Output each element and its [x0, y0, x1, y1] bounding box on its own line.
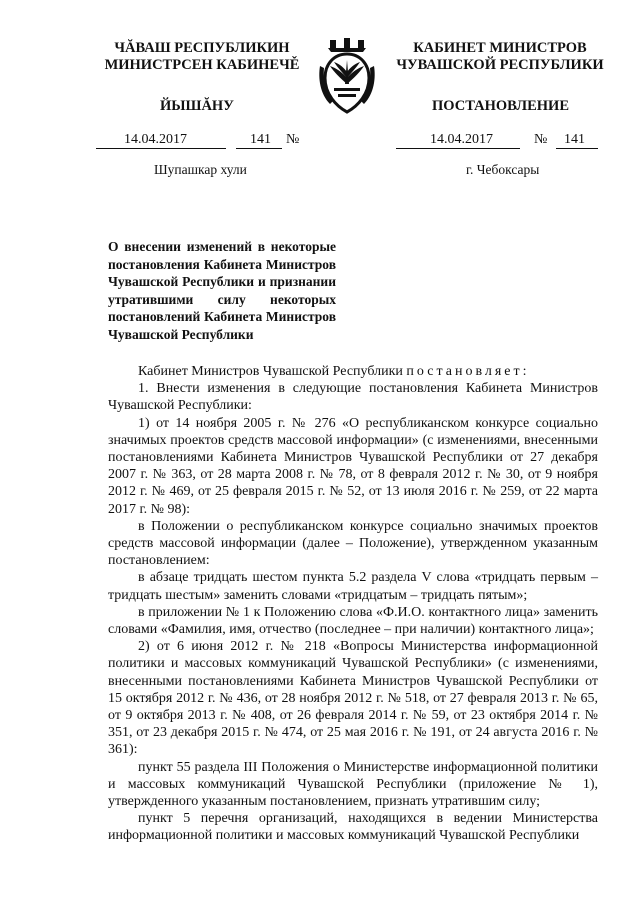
right-org-name [385, 40, 615, 74]
left-date: 14.04.2017 [124, 132, 187, 147]
right-org-line2: ЧУВАШСКОЙ РЕСПУБЛИКИ [396, 57, 604, 73]
document-subject: О внесении изменений в некоторые постановления Кабинета Министров Чувашской Республики и признании утратившими силу некоторых постановлений Кабинета Министров Чувашской Республики [108, 239, 336, 342]
body-paragraph: 2) от 6 июня 2012 г. № 218 «Вопросы Министерства информационной политики и массовых коммуникаций Чувашской Республики» (с изменениями, внесенными постановлениями Кабинета Министров Чувашской Республики от 15 октября 2012 г. № 436, от 28 ноября 2012 г. № 518, от 27 февраля 2013 г. № 65, от 9 октября 2013 г. № 408, от 26 февраля 2014 г. № 59, от 23 октября 2014 г. № 351, от 23 декабря 2015 г. № 474, от 25 мая 2016 г. № 191, от 24 августа 2016 г. № 361): [108, 639, 598, 758]
body-paragraph: 1) от 14 ноября 2005 г. № 276 «О республиканском конкурсе социально значимых проектов средств массовой информации» (с изменениями, внесенными постановлениями Кабинета Министров Чувашской Республики от 27 декабря 2007 г. № 363, от 28 марта 2008 г. № 78, от 8 февраля 2012 г. № 30, от 9 ноября 2012 г. № 469, от 25 февраля 2015 г. № 52, от 13 июля 2016 г. № 259, от 22 марта 2017 г. № 98): [108, 415, 598, 517]
left-number-underline [236, 148, 282, 149]
left-date-underline [96, 148, 226, 149]
left-no-sign: № [286, 132, 300, 147]
right-date-underline [396, 148, 520, 149]
right-number: 141 [564, 132, 585, 147]
right-no-sign: № [534, 132, 548, 147]
body-paragraph: пункт 55 раздела III Положения о Министерстве информационной политики и массовых коммуникаций Чувашской Республики (приложение № 1), утвержденного указанным постановлением, признать утратившим силу; [108, 759, 598, 810]
intro-text: Кабинет Министров Чувашской Республики [138, 364, 403, 379]
body-paragraph: в абзаце тридцать шестом пункта 5.2 раздела V слова «тридцать первым – тридцать шестым» заменить словами «тридцатым – тридцать пятым»; [108, 570, 598, 603]
right-doc-kind: ПОСТАНОВЛЕНИЕ [432, 98, 570, 114]
intro-paragraph [108, 363, 598, 380]
left-doc-kind: ЙЫШĂНУ [160, 98, 234, 114]
right-org-line1: КАБИНЕТ МИНИСТРОВ [413, 40, 587, 56]
left-org-line2: МИНИСТРСЕН КАБИНЕЧĚ [104, 57, 300, 73]
body-paragraph: в приложении № 1 к Положению слова «Ф.И.О. контактного лица» заменить словами «Фамилия, имя, отчество (последнее – при наличии) контактного лица»; [108, 604, 598, 638]
left-number: 141 [250, 132, 271, 147]
right-place: г. Чебоксары [466, 162, 540, 177]
body-paragraph: 1. Внести изменения в следующие постановления Кабинета Министров Чувашской Республики: [108, 381, 598, 414]
chuvash-emblem-icon [316, 38, 378, 114]
left-org-line1: ЧĂВАШ РЕСПУБЛИКИН [114, 40, 290, 56]
left-org-name [92, 40, 312, 74]
intro-action: постановляет: [406, 364, 530, 379]
right-date: 14.04.2017 [430, 132, 493, 147]
document-body [108, 363, 598, 845]
right-number-underline [556, 148, 598, 149]
body-paragraph: в Положении о республиканском конкурсе социально значимых проектов средств массовой информации (далее – Положение), утвержденном указанным постановлением: [108, 518, 598, 569]
body-paragraph: пункт 5 перечня организаций, находящихся в ведении Министерства информационной политики и массовых коммуникаций Чувашской Республики [108, 811, 598, 844]
left-place: Шупашкар хули [154, 162, 247, 177]
